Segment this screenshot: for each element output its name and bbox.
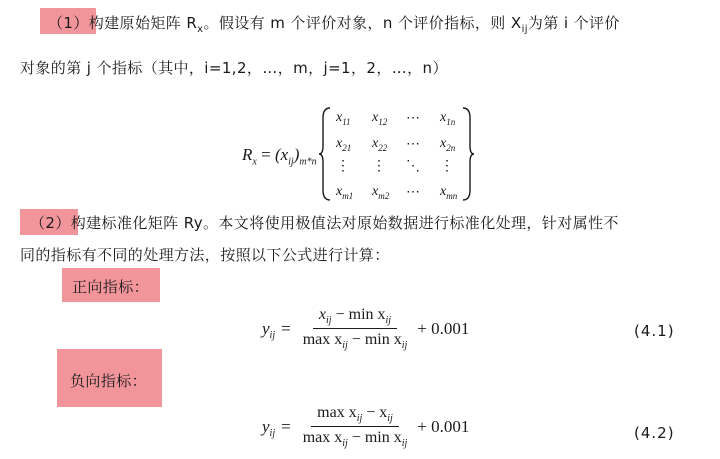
positive-label: 正向指标： xyxy=(72,278,150,296)
matrix-cell: ⋱ xyxy=(406,159,420,174)
matrix-cell: $x_{m2}$ xyxy=(372,184,390,201)
step1-line2: 对象的第 j 个指标（其中，i=1,2，…，m，j=1，2，…，n） xyxy=(20,59,448,77)
matrix-cell: $x_{m1}$ xyxy=(336,184,354,201)
matrix-cell: ⋯ xyxy=(406,111,420,126)
step1-line1: （1）构建原始矩阵 $R_x$。假设有 m 个评价对象，n 个评价指标，则 $X_{ij}$为第 i 个评价 xyxy=(48,14,620,35)
matrix-cell: $x_{1n}$ xyxy=(440,110,456,127)
matrix-right-brace xyxy=(461,106,475,202)
matrix-equation: $R_x = (x_{ij})_{m*n}$ xyxy=(242,145,317,168)
matrix-cell: $x_{12}$ xyxy=(372,110,388,127)
matrix-left-brace xyxy=(318,106,332,202)
matrix-cell: $x_{mn}$ xyxy=(440,184,458,201)
matrix-cell: ⋯ xyxy=(406,185,420,200)
positive-formula: y $_{ij}$ = $\frac{x_{ij} - \min x_{ij}}{\max x_{ij} - \min x_{ij}}$ + 0.001 xyxy=(262,306,470,352)
step2-number: （2） xyxy=(30,214,71,232)
equation-number-4-2: (4.2) xyxy=(634,424,675,442)
matrix-cell: $x_{11}$ xyxy=(336,110,351,127)
step1-number: （1） xyxy=(48,14,89,32)
step2-line2: 同的指标有不同的处理方法，按照以下公式进行计算： xyxy=(20,246,390,264)
negative-label: 负向指标： xyxy=(70,372,148,390)
matrix-cell: ⋮ xyxy=(372,159,386,174)
matrix-cell: $x_{2n}$ xyxy=(440,136,456,153)
matrix-cell: ⋮ xyxy=(440,159,454,174)
matrix-cell: ⋯ xyxy=(406,137,420,152)
matrix-cell: ⋮ xyxy=(336,159,350,174)
positive-fraction: $\frac{x_{ij} - \min x_{ij}}{\max x_{ij} - \min x_{ij}}$ xyxy=(302,306,408,352)
negative-formula: y $_{ij}$ = $\frac{\max x_{ij} - x_{ij}}{\max x_{ij} - \min x_{ij}}$ + 0.001 xyxy=(262,404,470,450)
negative-fraction: $\frac{\max x_{ij} - x_{ij}}{\max x_{ij} - \min x_{ij}}$ xyxy=(302,404,408,450)
matrix-cell: $x_{21}$ xyxy=(336,136,352,153)
equation-number-4-1: (4.1) xyxy=(634,322,675,340)
matrix-cell: $x_{22}$ xyxy=(372,136,388,153)
step2-line1: （2）构建标准化矩阵 Ry。本文将使用极值法对原始数据进行标准化处理，针对属性不 xyxy=(30,214,619,232)
